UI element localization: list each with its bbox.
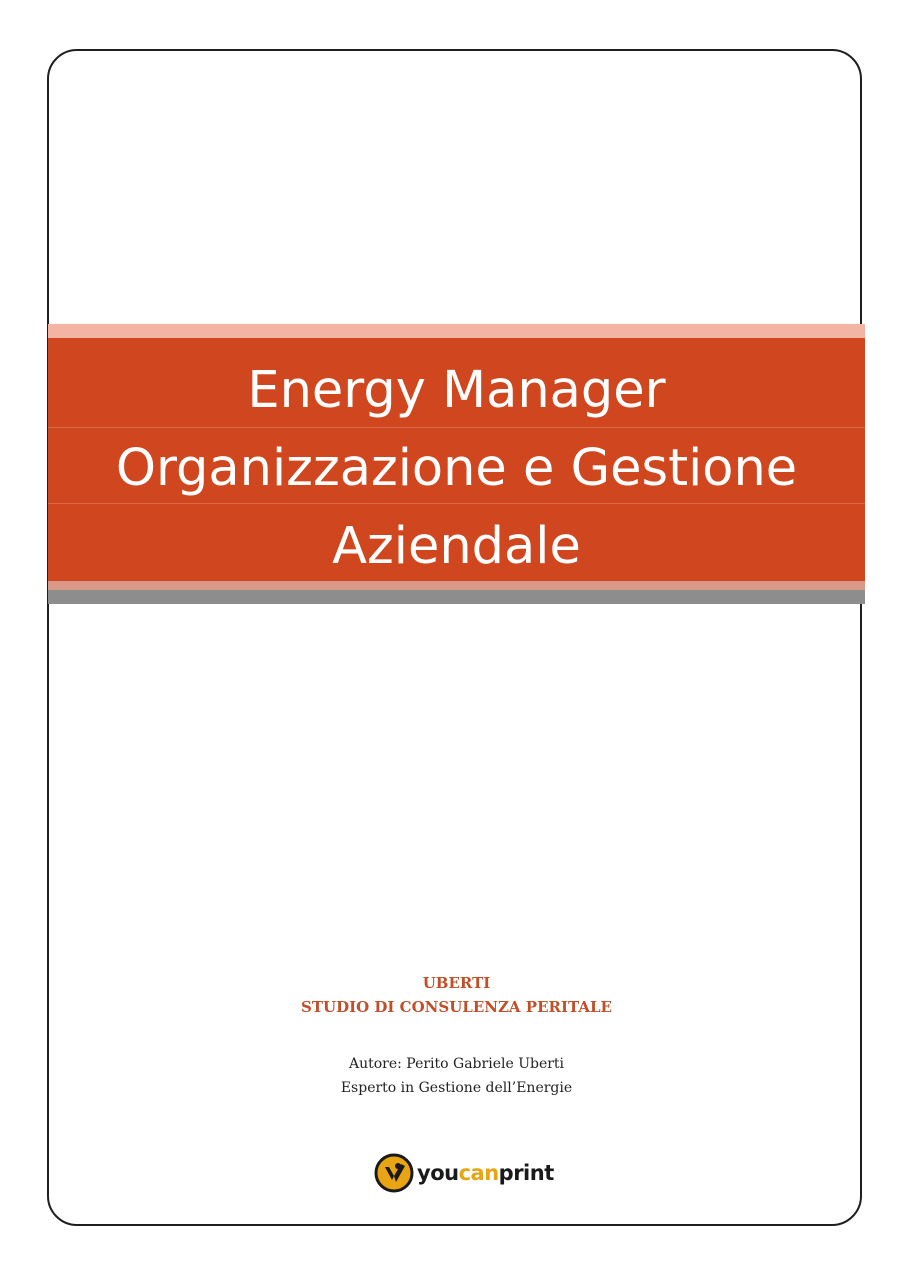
author-info: [48, 1052, 865, 1100]
publisher-name-can: can: [458, 1161, 499, 1185]
book-title-line-1: Energy Manager: [247, 361, 666, 420]
studio-name-line-2: STUDIO DI CONSULENZA PERITALE: [301, 998, 612, 1016]
book-title-line-3: Aziendale: [332, 517, 581, 576]
publisher-logo: [374, 1152, 554, 1194]
book-title-line-2: Organizzazione e Gestione: [115, 439, 798, 498]
title-band-top-stripe: [48, 324, 865, 338]
title-band-grey-stripe: [48, 590, 865, 604]
cover-frame: [47, 49, 862, 1226]
author-name: Autore: Perito Gabriele Uberti: [348, 1056, 565, 1072]
publisher-name-print: print: [498, 1161, 554, 1185]
publisher-name-you: you: [417, 1161, 459, 1185]
youcanprint-logo-icon: [374, 1153, 414, 1193]
author-role: Esperto in Gestione dell’Energie: [340, 1080, 573, 1096]
studio-name-line-1: UBERTI: [422, 974, 491, 992]
publisher-name: [417, 1161, 554, 1185]
studio-name: [48, 971, 865, 1019]
book-title: [48, 352, 865, 586]
